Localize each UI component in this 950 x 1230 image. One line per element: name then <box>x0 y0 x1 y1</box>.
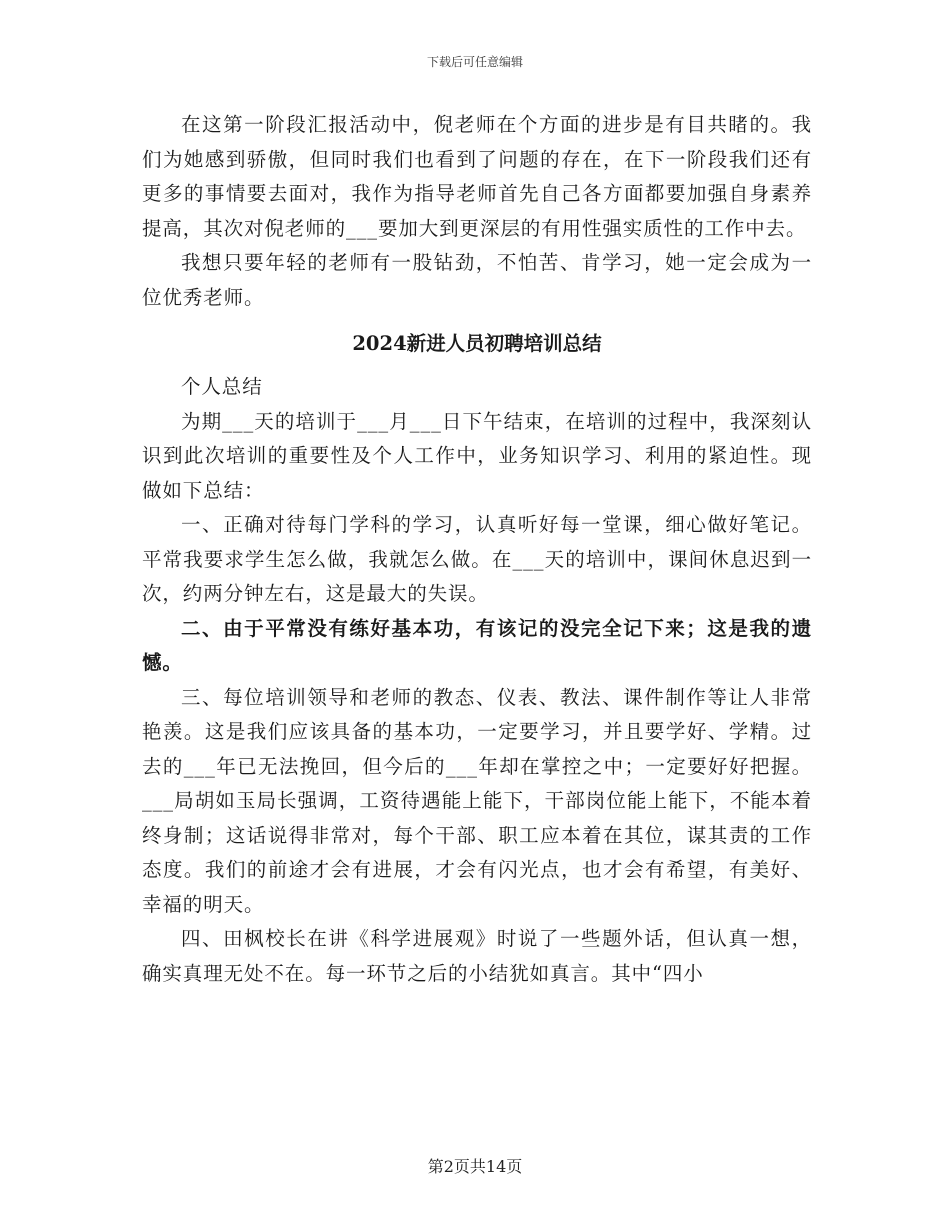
paragraph-summary-3: 二、由于平常没有练好基本功，有该记的没完全记下来；这是我的遗憾。 <box>142 616 812 674</box>
paragraph-summary-4: 三、每位培训领导和老师的教态、仪表、教法、课件制作等让人非常艳羡。这是我们应该具备的基本功，一定要学习，并且要学好、学精。过去的___年已无法挽回，但今后的___年却在掌控之中；一定要好好把握。___局胡如玉局长强调，工资待遇能上能下，干部岗位能上能下，不能本着终身制；这话说得非常对，每个干部、职工应本着在其位，谋其责的工作态度。我们的前途才会有进展，才会有闪光点，也才会有希望，有美好、幸福的明天。 <box>142 685 812 916</box>
paragraph-intro-2: 我想只要年轻的老师有一股钻劲，不怕苦、肯学习，她一定会成为一位优秀老师。 <box>142 251 812 309</box>
paragraph-summary-2: 一、正确对待每门学科的学习，认真听好每一堂课，细心做好笔记。平常我要求学生怎么做，我就怎么做。在___天的培训中，课间休息迟到一次，约两分钟左右，这是最大的失误。 <box>142 513 812 605</box>
paragraph-summary-5: 四、田枫校长在讲《科学进展观》时说了一些题外话，但认真一想，确实真理无处不在。每一环节之后的小结犹如真言。其中“四小 <box>142 927 812 985</box>
page-footer-number: 第2页共14页 <box>427 1157 523 1176</box>
paragraph-intro-1: 在这第一阶段汇报活动中，倪老师在个方面的进步是有目共睹的。我们为她感到骄傲，但同时我们也看到了问题的存在，在下一阶段我们还有更多的事情要去面对，我作为指导老师首先自己各方面都要加强自身素养提高，其次对倪老师的___要加大到更深层的有用性强实质性的工作中去。 <box>142 113 812 240</box>
section-title: 2024新进人员初聘培训总结 <box>352 332 602 355</box>
paragraph-summary-1: 为期___天的培训于___月___日下午结束，在培训的过程中，我深刻认识到此次培训的重要性及个人工作中，业务知识学习、利用的紧迫性。现做如下总结： <box>142 409 812 502</box>
document-body <box>142 108 812 991</box>
page-header-note: 下载后可任意编辑 <box>426 55 523 69</box>
section-subtitle: 个人总结 <box>181 375 263 398</box>
